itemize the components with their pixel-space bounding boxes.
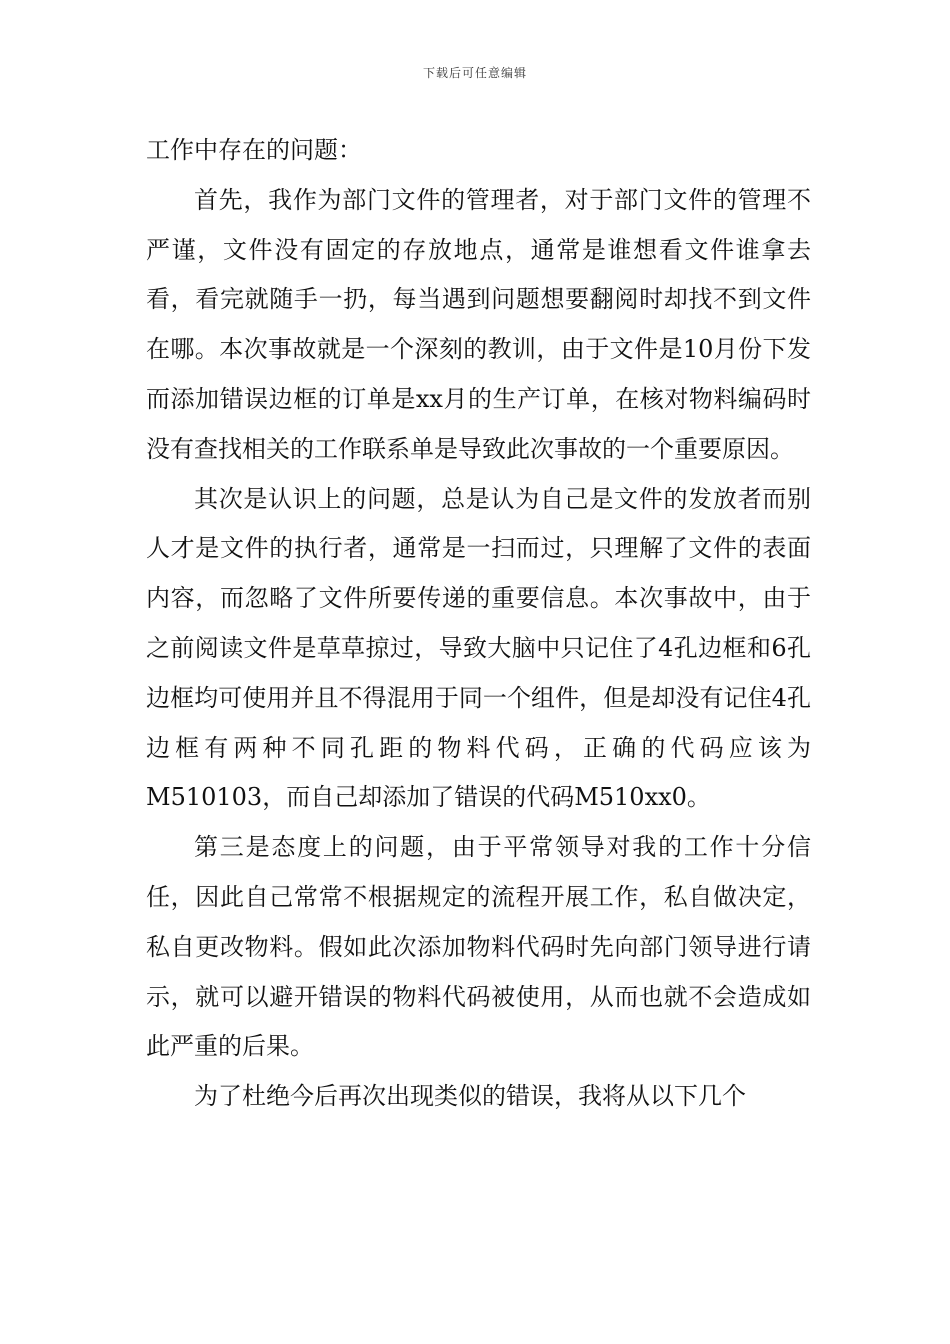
paragraph-third: 第三是态度上的问题，由于平常领导对我的工作十分信任，因此自己常常不根据规定的流程开展工作，私自做决定，私自更改物料。假如此次添加物料代码时先向部门领导进行请示，就可以避开错误的物料代码被使用，从而也就不会造成如此严重的后果。 [146,833,811,1061]
paragraph-second: 其次是认识上的问题，总是认为自己是文件的发放者而别人才是文件的执行者，通常是一扫而过，只理解了文件的表面内容，而忽略了文件所要传递的重要信息。本次事故中，由于之前阅读文件是草草掠过，导致大脑中只记住了4孔边框和6孔边框均可使用并且不得混用于同一个组件，但是却没有记住4孔边框有两种不同孔距的物料代码，正确的代码应该为M510103，而自己却添加了错误的代码M510xx0。 [146,484,811,812]
document-body [146,126,811,1122]
paragraph-first: 首先，我作为部门文件的管理者，对于部门文件的管理不严谨，文件没有固定的存放地点，通常是谁想看文件谁拿去看，看完就随手一扔，每当遇到问题想要翻阅时却找不到文件在哪。本次事故就是一个深刻的教训，由于文件是10月份下发而添加错误边框的订单是xx月的生产订单，在核对物料编码时没有查找相关的工作联系单是导致此次事故的一个重要原因。 [146,185,811,463]
page-header-note: 下载后可任意编辑 [422,66,527,80]
section-heading: 工作中存在的问题： [146,136,362,164]
paragraph-fourth: 为了杜绝今后再次出现类似的错误，我将从以下几个 [194,1082,746,1111]
